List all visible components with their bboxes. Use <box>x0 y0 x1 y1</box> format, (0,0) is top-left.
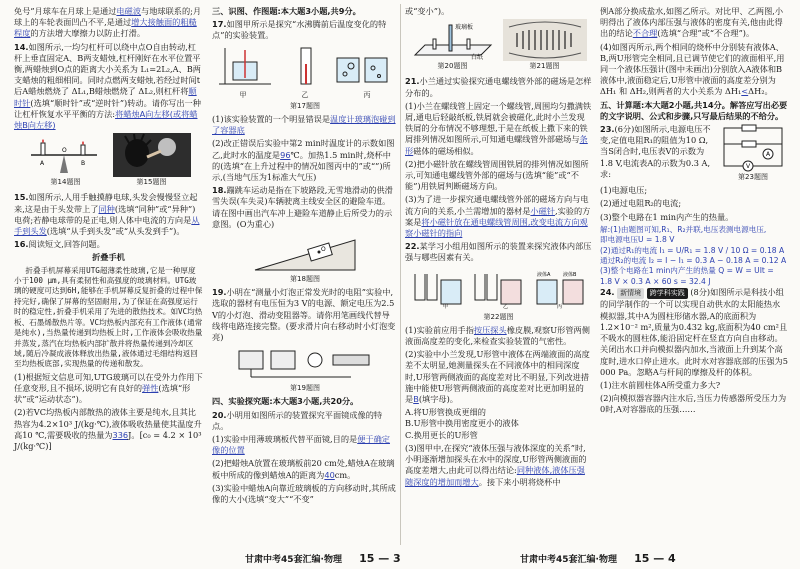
interdisciplinary-badge: 跨学科实践 <box>647 288 688 299</box>
solenoid-filings-figure <box>503 19 587 61</box>
circuit-diagram-23 <box>718 124 788 172</box>
column-4 <box>600 6 788 418</box>
question-24-2: (2)向模拟器容器内注水后,当压力传感器所受压力为0时,A对容器底的压强…… <box>600 393 787 415</box>
svg-text:O: O <box>61 147 67 155</box>
article-title: 折叠手机 <box>92 252 125 263</box>
question-15: 15.如图所示,人用手触摸静电球,头发会慢慢竖立起来,这是由于头发带上了同种(选填“同种”或“异种”)电荷;若静电球带的是正电,则人体中电流的方向是从手到头发(选填“从手到头发”或“从头发到手”)。 <box>14 192 200 237</box>
question-17-2: (2)改正错误后实验中第2 min时温度计的示数如图乙,此时水的温度是96℃。加热1.5 min时,烧杯中的(选填“在上升过程中的情况如图丙中的”或“”)所示,(当地气压为1标准大气压) <box>212 138 395 183</box>
question-22-3: (3)图甲中,在探究“液体压强与液体深度的关系”时,小明逐渐增加探头在水中的深度,U形管两侧液面的高度差增大,由此可以得出结论:同种液体,液体压强随深度的增加而增大。接下来小明将烧杯中 <box>405 442 587 487</box>
pressure-gauge-figure <box>409 266 589 310</box>
svg-text:液体B: 液体B <box>562 271 576 278</box>
question-23-solution: 解:(1)由题图可知,R₁、R₂并联,电压表测电源电压, 即电源电压U = 1.8 V (2)通过R₁的电流 I₁ = U/R₁ = 1.8 V / 10 Ω = 0.18 A 通过R₂的电流 I₂ = I − I₁ = 0.3 A − 0.18 A = 0.12 A (3)整个电路在1 min内产生的热量 Q = W = UIt = 1.8 V × 0.3 A × 60 s = 32.4 J <box>600 224 787 286</box>
question-20-2: (2)把蜡烛A放置在玻璃板前20 cm处,蜡烛A在玻璃板中所成的像到蜡烛A的距离为40cm。 <box>212 458 395 480</box>
column-2 <box>212 6 398 507</box>
svg-text:白纸: 白纸 <box>470 54 483 62</box>
question-17: 17.如图甲所示是探究“水沸腾前后温度变化的特点”的实验装置。 <box>212 19 387 41</box>
question-21-1: (1)小兰在螺线管上固定一个螺线管,周围均匀撒满铁屑,通电后轻敲纸板,铁屑就会被磁化,此时小兰发现铁屑的分布情况不够理想,于是在纸板上撒下来的铁屑排列情况如图所示,可知通电螺线管外部磁场与条形磁体的磁场相似。 <box>405 100 592 156</box>
figure-18-caption: 第18题图 <box>290 275 320 284</box>
figure-14-15 <box>14 133 203 190</box>
question-20: 20.小明用如图所示的装置探究平面镜成像的特点。 <box>212 409 383 431</box>
question-17-1: (1)该实验装置的一个明显错误是温度计玻璃泡碰到了容器底 <box>212 114 396 136</box>
footer-left: 甘肃中考45套汇编·物理 15 — 3 <box>245 552 401 565</box>
question-24: 24. 新情境 跨学科实践 (8分)如图所示是科技小组的同学制作的一个可以实现自动供水的太阳能热水模拟器,其中A为圆柱形储水器,A的底面积为1.2×10⁻² m²,质量为0.432 kg,底面积为40 cm²且不吸水的圆柱体,能沿固定杆在竖直方向自由移动。关闭出水口并向模拟器内加水,当液面上升到某个高度时,进水口停止进水。此时水对容器底部的压强为5 000 Pa。忽略A与杆间的摩擦及杆的体积。 <box>600 287 788 377</box>
question-16-1: (1)根据短文信息可知,UTG玻璃可以在受外力作用下任意变形,且不损坏,说明它有良好的弹性(选填“形状”或“运动状态”)。 <box>14 371 203 405</box>
question-21-2: (2)把小磁针放在螺线管周围铁屑的排列情况如图所示,可知通电螺线管外部的磁场与(选填“能”或“不能”)用铁屑判断磁场方向。 <box>405 158 589 192</box>
question-22-2: (2)实验中小兰发现,U形管中液体在两端液面的高度差不太明显,她测量探头在不同液体中的相同深度时,U形管两侧液面的高度差对比不明显,下列改进措施中能使U形管两侧液面的高度差对比更加明显的是B(填字母)。 <box>405 349 590 405</box>
figure-15-caption: 第15题图 <box>136 178 167 187</box>
figure-19-caption: 第19题图 <box>290 384 320 393</box>
question-23: 23.(6分)如图所示,电源电压不变,定值电阻R₁的阻值为10 Ω,当S闭合时,电压表V的示数为1.8 V,电流表A的示数为0.3 A,求: <box>600 124 711 179</box>
question-24-1: (1)注水前圆柱体A所受重力多大? <box>600 379 721 390</box>
svg-text:玻璃板: 玻璃板 <box>454 24 473 32</box>
figure-17-caption: 第17题图 <box>290 101 320 110</box>
question-22: 22.某学习小组用如图所示的装置来探究液体内部压强与哪些因素有关。 <box>405 241 592 263</box>
question-23-2: (2)通过电阻R₂的电流; <box>600 198 682 209</box>
question-16-2: (2)若VC均热板内部散热的液体主要是纯水,且其比热容为4.2×10³ J/(kg·℃),液体吸收热量使其温度升高10 ℃,需要吸收的热量为336J。[c₀ = 4.2 × 10³ J/(kg·℃)] <box>14 407 202 451</box>
article-body: 折叠手机屏幕采用UTG超薄柔性玻璃,它是一种厚度小于100 μm,具有柔韧性和高强度的玻璃材料。UTG玻璃的硬度可达到6H,能够在手机屏幕反复折叠的过程中保持完好,确保了屏幕的坚固耐用,为了保证在高强度运行时的稳定性,折叠手机采用了先进的散热技术。如VC均热板、石墨烯散热片等。VC均热板内部充有工作液体(通常是纯水),当热量传递到均热板上时,工作液体会吸收热量并蒸发,蒸汽在均热板内部扩散并将热量传递到冷却区域,随后冷凝成液体释放出热量,液体通过毛细结构返回至均热板底部,实现热量的传递和散发。 <box>14 265 203 369</box>
svg-text:液体A: 液体A <box>536 271 550 278</box>
svg-text:乙: 乙 <box>502 303 508 310</box>
figure-14-caption: 第14题图 <box>50 178 81 187</box>
boiling-water-figure <box>215 44 395 88</box>
question-21: 21.小兰通过实验探究通电螺线管外部的磁场是怎样分布的。 <box>405 76 592 98</box>
escape-ramp-figure <box>245 232 365 272</box>
figure-23-caption: 第23题图 <box>738 173 768 182</box>
question-20-3-tail: 或“变小”)。 <box>405 6 450 16</box>
figure-21-caption: 第21题图 <box>529 62 560 71</box>
question-16: 16.阅读短文,回答问题。 <box>14 239 105 250</box>
column-3 <box>405 6 592 490</box>
svg-text:A: A <box>766 151 771 159</box>
section-5-heading: 五、计算题:本大题2小题,共14分。解答应写出必要的文字说明、公式和步骤,只写最后结果的不给分。 <box>600 99 788 121</box>
figure-17-labels: 甲 乙 丙 <box>239 90 371 99</box>
static-ball-photo <box>113 133 191 177</box>
figure-22-caption: 第22题图 <box>483 312 514 321</box>
section-3-heading: 三、识图、作图题:本大题3小题,共9分。 <box>212 6 361 16</box>
figure-18 <box>212 232 398 272</box>
new-context-badge: 新情境 <box>617 288 644 299</box>
svg-text:V: V <box>746 163 751 171</box>
footer-right: 甘肃中考45套汇编·物理 15 — 4 <box>520 552 676 565</box>
question-22-3-tail: 例A部分换成盐水,如图乙所示。对比甲、乙两图,小明得出了液体内部压强与液体的密度有关,他由此得出的结论不合理(选填“合理”或“不合理”)。 <box>600 6 784 39</box>
page-gutter <box>400 4 401 545</box>
question-19: 19.小明在“测量小灯泡正常发光时的电阻”实验中,选取的器材有电压恒为3 V的电源、额定电压为2.5 V的小灯泡、滑动变阻器等。请你用笔画线代替导线将电路连接完整。(要求滑片向右移动时小灯泡变亮) <box>212 287 396 343</box>
question-23-3: (3)整个电路在1 min内产生的热量。 <box>600 211 734 222</box>
question-20-1: (1)实验中用薄玻璃板代替平面镜,目的是便于确定像的位置 <box>212 434 390 456</box>
figure-17 <box>212 44 398 88</box>
figure-20-21 <box>405 19 592 74</box>
svg-text:A: A <box>39 160 44 168</box>
question-18: 18.蹦跳车运动是指在下坡路段,无雪地滑动的供滑雪失误(车失灵)车辆驶离主线安全区的避险车道。请在图中画出汽车冲上避险车道静止后所受力的示意图。(O为重心) <box>212 185 393 229</box>
question-22-4: (4)如图丙所示,两个相同的烧杯中分别装有液体A、B,两U形管完全相同,且已调节使它们的液面相平,用同一个液体压强计(图中未画出)分别放入A液体和B液体中,液面稳定后,U形管中液面的高度差分别为 ΔH₁ 和 ΔH₂,则两者的大小关系为 ΔH₁<ΔH₂。 <box>600 41 785 97</box>
svg-text:丙: 丙 <box>556 303 562 310</box>
lever-candle-figure <box>27 133 105 177</box>
mirror-experiment-figure <box>411 19 495 61</box>
question-23-block <box>600 124 788 185</box>
figure-20-caption: 第20题图 <box>437 62 468 71</box>
circuit-kit-figure <box>235 345 375 381</box>
question-20-3: (3)实验中蜡烛A向靠近玻璃板的方向移动时,其所成像的大小(选填“变大”“不变” <box>212 482 396 505</box>
question-21-3: (3)为了进一步探究通电螺线管外部的磁场方向与电流方向的关系,小兰需增加的器材是小磁针,实验的方案是将小磁针放在通电螺线管周围,改变电流方向观察小磁针的指向 <box>405 194 591 239</box>
svg-text:O: O <box>321 246 326 254</box>
column-1 <box>14 6 203 454</box>
question-23-1: (1)电源电压; <box>600 185 648 196</box>
svg-text:甲: 甲 <box>442 303 448 310</box>
section-4-heading: 四、实验探究题:本大题3小题,共20分。 <box>212 396 359 407</box>
question-14: 14.如图所示,一均匀杠杆可以绕中点O自由转动,杠杆上垂直固定A、B两支蜡烛,杠杆刚好在水平位置平衡,两蜡烛到O点的距离大小关系为 L₁=2L₂,A、B两支蜡烛的粗细相同。同时点燃两支蜡烛,若经过时间t后A蜡烛燃烧了 ΔL₁,B蜡烛燃烧了 ΔL₂,则杠杆将顺时针(选填“顺时针”或“逆时针”)转动。请你写出一种让杠杆恢复水平平衡的方法:将蜡烛A向左移(或将蜡烛B向左移) <box>14 41 201 131</box>
q13-tail: 免号”月球车在月球上是通过电磁波与地球联系的;月球上的车轮表面凹凸不平,是通过增大接触面的粗糙程度的方法增大摩擦力以防止打滑。 <box>14 6 202 39</box>
question-22-options: A.将U形管换成更细的 B.U形管中换用密度更小的液体 C.换用更长的U形管 <box>405 407 519 440</box>
figure-22 <box>405 266 592 310</box>
figure-19 <box>212 345 398 381</box>
question-22-1: (1)实验前应用手指按压探头橡皮膜,观察U形管两侧液面高度差的变化,来检查实验装置的气密性。 <box>405 324 590 347</box>
svg-text:B: B <box>80 160 85 168</box>
